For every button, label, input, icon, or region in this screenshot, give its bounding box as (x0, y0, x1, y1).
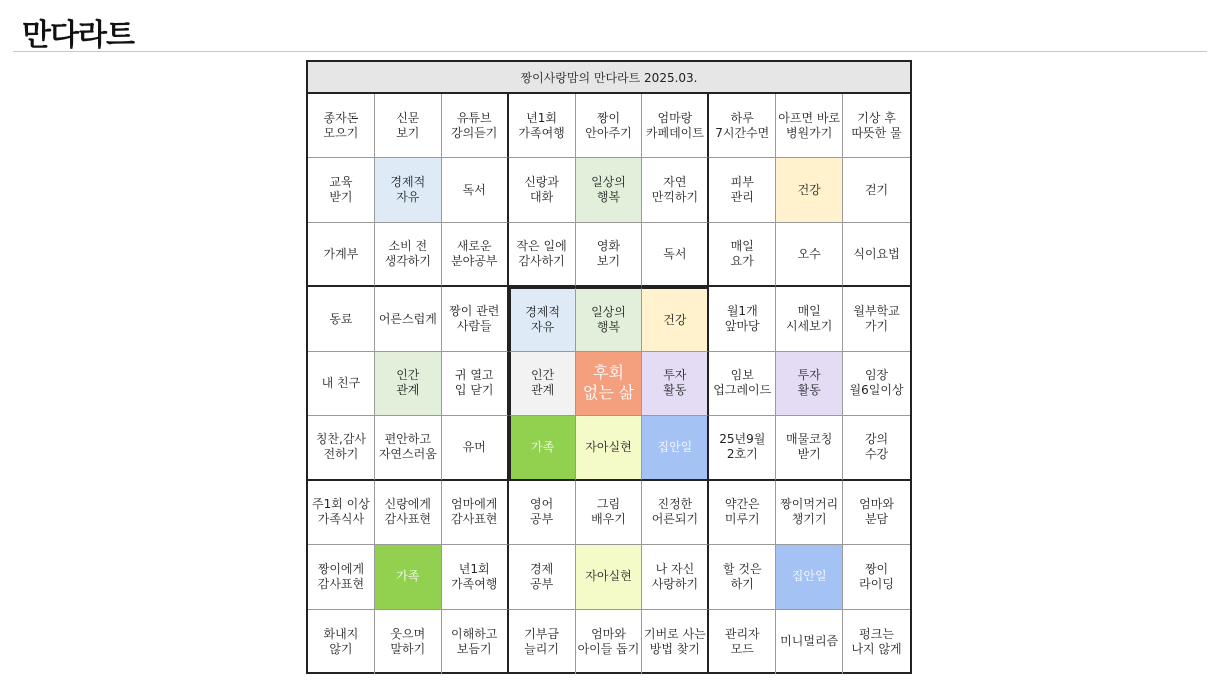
mandalart-cell: 작은 일에 감사하기 (509, 223, 576, 287)
mandalart-cell: 신랑에게 감사표현 (375, 481, 442, 545)
mandalart-cell: 집안일 (776, 545, 843, 609)
mandalart-cell: 짱이먹거리 챙기기 (776, 481, 843, 545)
mandalart-cell: 어른스럽게 (375, 287, 442, 351)
mandalart-cell: 임보 업그레이드 (709, 352, 776, 416)
mandalart-cell: 오수 (776, 223, 843, 287)
mandalart-cell: 가족 (375, 545, 442, 609)
mandalart-cell: 자연 만끽하기 (642, 158, 709, 222)
mandalart-cell: 경제적 자유 (509, 287, 576, 351)
mandalart-cell: 이해하고 보듬기 (442, 610, 509, 674)
mandalart-cell: 영어 공부 (509, 481, 576, 545)
mandalart-cell: 가계부 (308, 223, 375, 287)
mandalart-cell: 진정한 어른되기 (642, 481, 709, 545)
mandalart-cell: 소비 전 생각하기 (375, 223, 442, 287)
mandalart-cell: 편안하고 자연스러움 (375, 416, 442, 480)
mandalart-cell: 매일 요가 (709, 223, 776, 287)
mandalart-cell: 매물코칭 받기 (776, 416, 843, 480)
mandalart-cell: 종자돈 모으기 (308, 94, 375, 158)
mandalart-cell: 신문 보기 (375, 94, 442, 158)
mandalart-cell: 짱이 안아주기 (576, 94, 643, 158)
page-title: 만다라트 (22, 18, 134, 53)
mandalart-cell: 자아실현 (576, 416, 643, 480)
mandalart-cell: 나 자신 사랑하기 (642, 545, 709, 609)
mandalart-cell: 피부 관리 (709, 158, 776, 222)
mandalart-cell: 할 것은 하기 (709, 545, 776, 609)
mandalart-cell: 짱이 관련 사람들 (442, 287, 509, 351)
mandalart-cell: 새로운 분야공부 (442, 223, 509, 287)
mandalart-cell: 아프면 바로 병원가기 (776, 94, 843, 158)
mandalart-cell: 월1개 앞마당 (709, 287, 776, 351)
mandalart-cell: 임장 월6일이상 (843, 352, 910, 416)
mandalart-cell: 주1회 이상 가족식사 (308, 481, 375, 545)
mandalart-cell: 독서 (642, 223, 709, 287)
mandalart-cell: 펑크는 나지 않게 (851, 626, 902, 656)
mandalart-cell: 칭찬,감사 전하기 (308, 416, 375, 480)
mandalart-cell: 투자 활동 (776, 352, 843, 416)
mandalart-cell: 약간은 미루기 (709, 481, 776, 545)
mandalart-cell: 엄마에게 감사표현 (442, 481, 509, 545)
mandalart-cell: 기버로 사는 방법 찾기 (642, 610, 709, 674)
mandalart-cell: 건강 (642, 287, 709, 351)
mandalart-cell: 내 친구 (308, 352, 375, 416)
mandalart-cell: 가족 (509, 416, 576, 480)
mandalart-cell: 신랑과 대화 (509, 158, 576, 222)
mandalart-header: 짱이사랑맘의 만다라트 2025.03. (308, 62, 910, 94)
mandalart-cell: 짱이 라이딩 (843, 545, 910, 609)
mandalart-grid (308, 94, 910, 674)
mandalart-cell: 엄마와 아이들 돕기 (576, 610, 643, 674)
mandalart-cell: 독서 (442, 158, 509, 222)
mandalart-cell: 웃으며 말하기 (375, 610, 442, 674)
mandalart-core-cell: 후회 없는 삶 (576, 352, 643, 416)
mandalart-cell: 일상의 행복 (576, 287, 643, 351)
mandalart-cell: 동료 (308, 287, 375, 351)
mandalart-cell: 관리자 모드 (709, 610, 776, 674)
mandalart-cell: 경제적 자유 (375, 158, 442, 222)
mandalart-cell: 투자 활동 (642, 352, 709, 416)
mandalart-cell: 식이요법 (843, 223, 910, 287)
title-divider (13, 51, 1207, 52)
mandalart-table (306, 60, 912, 674)
mandalart-cell: 화내지 않기 (308, 610, 375, 674)
mandalart-cell: 기상 후 따뜻한 물 (843, 94, 910, 158)
mandalart-cell: 교육 받기 (308, 158, 375, 222)
mandalart-cell: 건강 (776, 158, 843, 222)
mandalart-cell: 미니멀리즘 (776, 610, 843, 674)
mandalart-cell: 자아실현 (576, 545, 643, 609)
mandalart-cell: 집안일 (642, 416, 709, 480)
mandalart-cell: 걷기 (843, 158, 910, 222)
mandalart-cell: 그림 배우기 (576, 481, 643, 545)
mandalart-cell: 강의 수강 (843, 416, 910, 480)
mandalart-cell: 유머 (442, 416, 509, 480)
mandalart-cell: 월부학교 가기 (843, 287, 910, 351)
mandalart-cell: 엄마랑 카페데이트 (642, 94, 709, 158)
mandalart-cell: 엄마와 분담 (843, 481, 910, 545)
mandalart-cell: 매일 시세보기 (776, 287, 843, 351)
mandalart-cell: 년1회 가족여행 (509, 94, 576, 158)
mandalart-cell: 인간 관계 (375, 352, 442, 416)
mandalart-cell: 일상의 행복 (576, 158, 643, 222)
mandalart-cell: 기부금 늘리기 (509, 610, 576, 674)
mandalart-cell: 인간 관계 (509, 352, 576, 416)
mandalart-cell: 귀 열고 입 닫기 (442, 352, 509, 416)
mandalart-cell: 유튜브 강의듣기 (442, 94, 509, 158)
mandalart-cell: 년1회 가족여행 (442, 545, 509, 609)
mandalart-cell: 경제 공부 (509, 545, 576, 609)
mandalart-cell: 짱이에게 감사표현 (308, 545, 375, 609)
mandalart-cell: 하루 7시간수면 (709, 94, 776, 158)
mandalart-cell: 영화 보기 (576, 223, 643, 287)
mandalart-cell: 25년9월 2호기 (709, 416, 776, 480)
